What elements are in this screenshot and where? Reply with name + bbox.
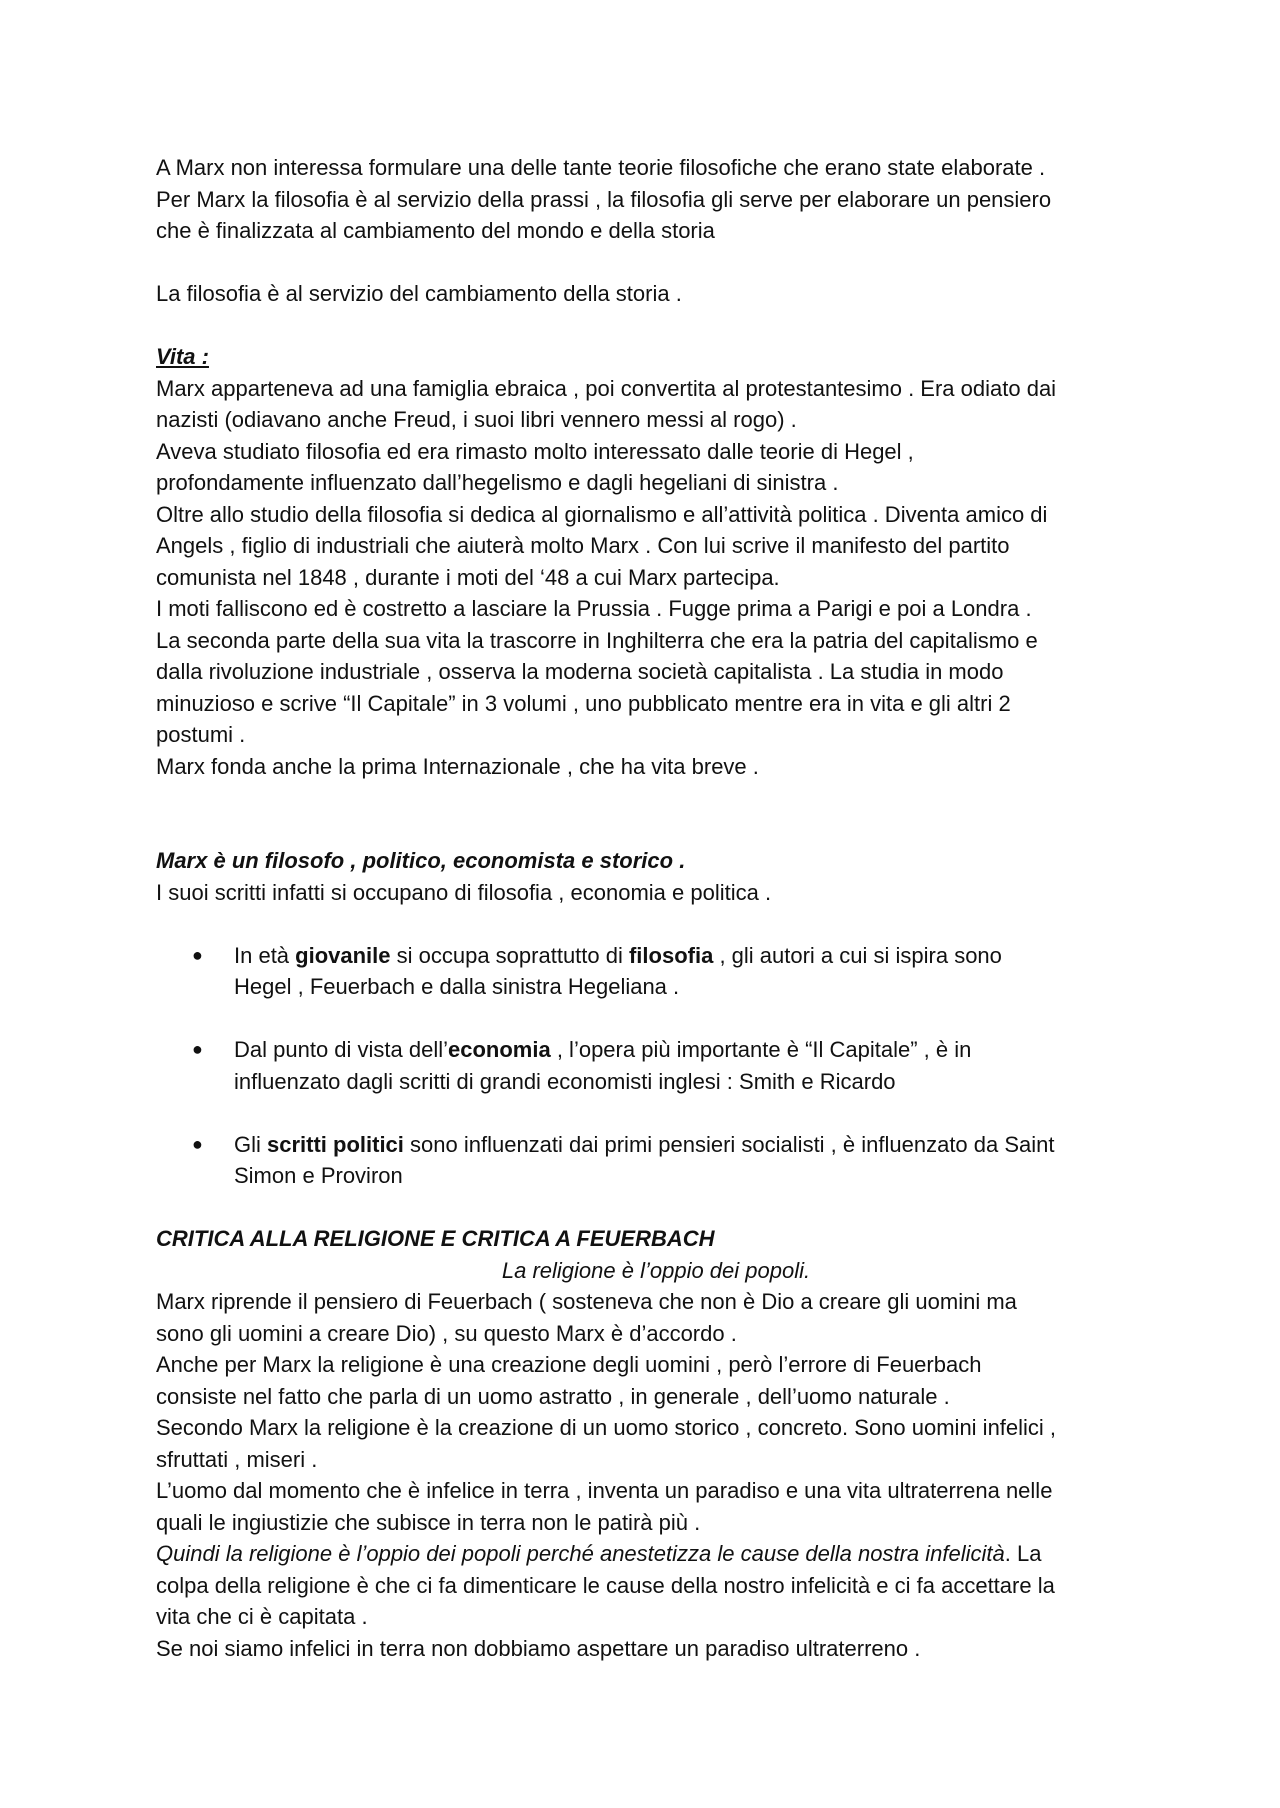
document-body xyxy=(156,152,1156,1664)
vita-line: La seconda parte della sua vita la trascorre in Inghilterra che era la patria del capitalismo e xyxy=(156,627,1038,653)
bullet-bold: giovanile xyxy=(295,942,391,968)
bullet-text: si occupa soprattutto di xyxy=(390,942,629,968)
bullet-line: influenzato dagli scritti di grandi economisti inglesi : Smith e Ricardo xyxy=(234,1068,896,1094)
bullet-bold: economia xyxy=(448,1037,551,1062)
bullet-bold: scritti politici xyxy=(267,1131,404,1157)
religione-line: sono gli uomini a creare Dio) , su questo Marx è d’accordo . xyxy=(156,1320,737,1346)
vita-line: Oltre allo studio della filosofia si dedica al giornalismo e all’attività politica . Diventa amico di xyxy=(156,501,1048,527)
list-item xyxy=(156,1097,1156,1129)
vita-line: nazisti (odiavano anche Freud, i suoi libri vennero messi al rogo) . xyxy=(156,407,797,432)
profile-bullet-list xyxy=(156,940,1156,1192)
spacer xyxy=(156,782,1156,845)
religione-line: quali le ingiustizie che subisce in terra non le patirà più . xyxy=(156,1509,701,1535)
vita-line: profondamente influenzato dall’hegelismo e dagli hegeliani di sinistra . xyxy=(156,470,839,495)
intro-line: che è finalizzata al cambiamento del mondo e della storia xyxy=(156,218,715,243)
bullet-text: Gli xyxy=(234,1131,267,1157)
bullet-bold: filosofia xyxy=(628,942,714,968)
bullet-icon: ● xyxy=(192,1039,203,1059)
bullet-text: , gli autori a cui si ispira sono xyxy=(713,942,1002,968)
religione-line: Marx riprende il pensiero di Feuerbach ( sosteneva che non è Dio a creare gli uomini ma xyxy=(156,1289,1017,1314)
bullet-line: Simon e Proviron xyxy=(234,1163,403,1188)
spacer xyxy=(156,1192,1156,1224)
religione-line: L’uomo dal momento che è infelice in terra , inventa un paradiso e una vita ultraterrena nelle xyxy=(156,1478,1053,1503)
intro-line: A Marx non interessa formulare una delle tante teorie filosofiche che erano state elaborate . xyxy=(156,155,1046,180)
bullet-line: Hegel , Feuerbach e dalla sinistra Hegeliana . xyxy=(234,974,680,999)
vita-line: Angels , figlio di industriali che aiuterà molto Marx . Con lui scrive il manifesto del partito xyxy=(156,533,1010,558)
intro-summary: La filosofia è al servizio del cambiamento della storia . xyxy=(156,281,682,306)
religione-heading: CRITICA ALLA RELIGIONE E CRITICA A FEUERBACH xyxy=(156,1226,715,1251)
spacer xyxy=(156,908,1156,940)
intro-line: Per Marx la filosofia è al servizio della prassi , la filosofia gli serve per elaborare un pensiero xyxy=(156,186,1052,212)
vita-line: dalla rivoluzione industriale , osserva la moderna società capitalista . La studia in modo xyxy=(156,659,1004,684)
bullet-text: Dal punto di vista dell’ xyxy=(234,1037,449,1062)
list-item xyxy=(156,1129,1156,1192)
list-item xyxy=(156,940,1156,1003)
profile-line: I suoi scritti infatti si occupano di filosofia , economia e politica . xyxy=(156,879,772,905)
spacer xyxy=(156,310,1156,342)
bullet-text: sono influenzati dai primi pensieri socialisti , è influenzato da Saint xyxy=(403,1131,1055,1157)
religione-line: colpa della religione è che ci fa dimenticare le cause della nostro infelicità e ci fa accettare la xyxy=(156,1572,1055,1598)
profile-heading: Marx è un filosofo , politico, economista e storico . xyxy=(156,848,686,873)
vita-line: comunista nel 1848 , durante i moti del ‘48 a cui Marx partecipa. xyxy=(156,564,780,590)
vita-line: minuzioso e scrive “Il Capitale” in 3 volumi , uno pubblicato mentre era in vita e gli altri 2 xyxy=(156,690,1011,716)
religione-line: vita che ci è capitata . xyxy=(156,1604,368,1629)
religione-subtitle: La religione è l’oppio dei popoli. xyxy=(501,1257,811,1283)
bullet-line xyxy=(234,1034,1156,1066)
religione-line: consiste nel fatto che parla di un uomo astratto , in generale , dell’uomo naturale . xyxy=(156,1383,950,1409)
spacer xyxy=(234,1003,1156,1035)
religione-line xyxy=(156,1538,1156,1570)
religione-line: Anche per Marx la religione è una creazione degli uomini , però l’errore di Feuerbach xyxy=(156,1352,982,1377)
religione-italic-tail: . La xyxy=(1004,1541,1042,1566)
vita-line: I moti falliscono ed è costretto a lasciare la Prussia . Fugge prima a Parigi e poi a Londra . xyxy=(156,596,1032,621)
bullet-icon: ● xyxy=(192,944,203,965)
vita-line: Marx fonda anche la prima Internazionale , che ha vita breve . xyxy=(156,753,759,779)
vita-line: postumi . xyxy=(156,722,246,747)
religione-italic: Quindi la religione è l’oppio dei popoli perché anestetizza le cause della nostra infelicità xyxy=(156,1541,1005,1566)
vita-line: Marx apparteneva ad una famiglia ebraica , poi convertita al protestantesimo . Era odiato dai xyxy=(156,375,1057,401)
vita-line: Aveva studiato filosofia ed era rimasto molto interessato dalle teorie di Hegel , xyxy=(156,438,914,464)
spacer xyxy=(234,1097,1156,1129)
religione-line: Se noi siamo infelici in terra non dobbiamo aspettare un paradiso ultraterreno . xyxy=(156,1635,921,1661)
list-item xyxy=(156,1003,1156,1035)
religione-line: Secondo Marx la religione è la creazione di un uomo storico , concreto. Sono uomini infelici , xyxy=(156,1415,1057,1440)
religione-line: sfruttati , miseri . xyxy=(156,1446,318,1472)
bullet-text: In età xyxy=(234,942,296,968)
bullet-icon: ● xyxy=(192,1133,203,1154)
bullet-line xyxy=(234,1129,1156,1161)
spacer xyxy=(156,247,1156,279)
bullet-text: , l’opera più importante è “Il Capitale” , è in xyxy=(550,1037,972,1062)
list-item xyxy=(156,1034,1156,1097)
bullet-line xyxy=(234,940,1156,972)
vita-heading: Vita : xyxy=(156,344,209,369)
